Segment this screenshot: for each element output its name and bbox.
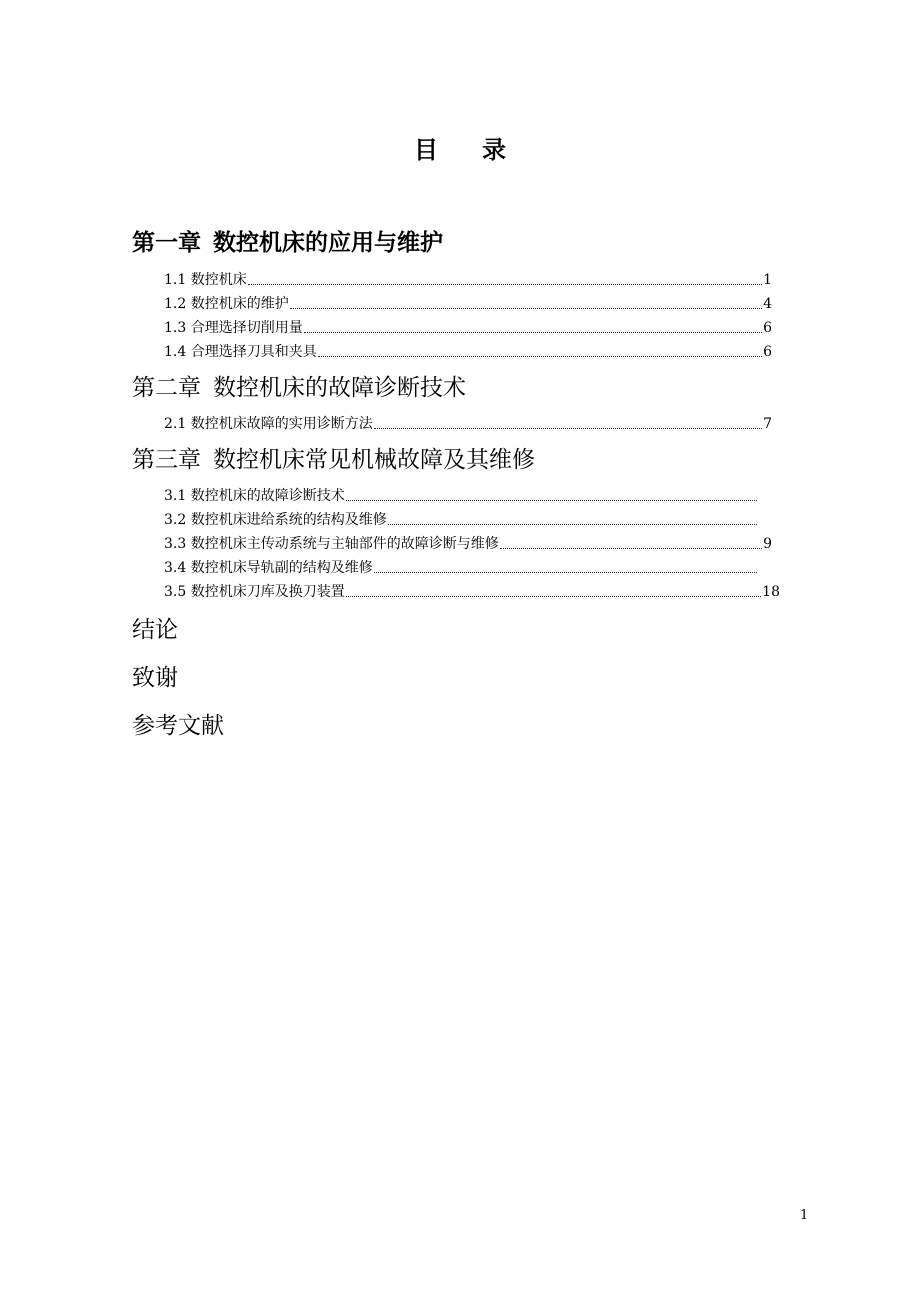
toc-entry-2-1[interactable] bbox=[164, 414, 772, 434]
chapter-title: 数控机床的应用与维护 bbox=[213, 230, 443, 256]
entry-page: 6 bbox=[763, 320, 772, 336]
entry-page: 6 bbox=[763, 344, 772, 360]
chapter-1-heading[interactable] bbox=[132, 228, 443, 258]
page-number: 1 bbox=[800, 1208, 809, 1223]
title-char-1: 目 bbox=[414, 136, 438, 164]
toc-conclusion[interactable]: 结论 bbox=[132, 617, 178, 643]
entry-page: 9 bbox=[763, 536, 772, 552]
dot-leader bbox=[388, 523, 757, 525]
entry-label: 3.4 数控机床导轨副的结构及维修 bbox=[164, 560, 373, 576]
toc-references[interactable]: 参考文献 bbox=[132, 713, 224, 739]
dot-leader bbox=[374, 427, 762, 429]
dot-leader bbox=[374, 571, 757, 573]
chapter-number: 第三章 bbox=[132, 447, 201, 473]
toc-entry-1-2[interactable] bbox=[164, 294, 772, 314]
chapter-3-heading[interactable] bbox=[132, 445, 535, 475]
dot-leader bbox=[290, 307, 762, 309]
entry-label: 1.4 合理选择刀具和夹具 bbox=[164, 344, 317, 360]
chapter-title: 数控机床常见机械故障及其维修 bbox=[213, 447, 535, 473]
entry-label: 1.3 合理选择切削用量 bbox=[164, 320, 303, 336]
entry-page: 7 bbox=[763, 416, 772, 432]
title-char-2: 录 bbox=[482, 136, 506, 164]
toc-entry-3-4[interactable] bbox=[164, 558, 764, 578]
entry-label: 2.1 数控机床故障的实用诊断方法 bbox=[164, 416, 373, 432]
dot-leader bbox=[304, 331, 762, 333]
entry-label: 1.1 数控机床 bbox=[164, 272, 247, 288]
dot-leader bbox=[500, 547, 762, 549]
entry-label: 3.5 数控机床刀库及换刀装置 bbox=[164, 584, 345, 600]
toc-entry-1-1[interactable] bbox=[164, 270, 772, 290]
entry-label: 3.2 数控机床进给系统的结构及维修 bbox=[164, 512, 387, 528]
toc-entry-1-4[interactable] bbox=[164, 342, 772, 362]
entry-page: 18 bbox=[762, 584, 780, 600]
entry-page: 4 bbox=[763, 296, 772, 312]
dot-leader bbox=[318, 355, 762, 357]
dot-leader bbox=[248, 283, 762, 285]
chapter-number: 第二章 bbox=[132, 375, 201, 401]
dot-leader bbox=[346, 499, 757, 501]
chapter-title: 数控机床的故障诊断技术 bbox=[213, 375, 466, 401]
toc-entry-3-1[interactable] bbox=[164, 486, 764, 506]
toc-entry-3-2[interactable] bbox=[164, 510, 764, 530]
chapter-2-heading[interactable] bbox=[132, 373, 466, 403]
entry-label: 3.1 数控机床的故障诊断技术 bbox=[164, 488, 345, 504]
chapter-number: 第一章 bbox=[132, 230, 201, 256]
entry-label: 1.2 数控机床的维护 bbox=[164, 296, 289, 312]
toc-acknowledgements[interactable]: 致谢 bbox=[132, 665, 178, 691]
toc-entry-3-5[interactable] bbox=[164, 582, 780, 602]
dot-leader bbox=[346, 595, 761, 597]
toc-entry-3-3[interactable] bbox=[164, 534, 772, 554]
page-title bbox=[0, 130, 920, 165]
entry-page: 1 bbox=[763, 272, 772, 288]
toc-entry-1-3[interactable] bbox=[164, 318, 772, 338]
entry-label: 3.3 数控机床主传动系统与主轴部件的故障诊断与维修 bbox=[164, 536, 499, 552]
